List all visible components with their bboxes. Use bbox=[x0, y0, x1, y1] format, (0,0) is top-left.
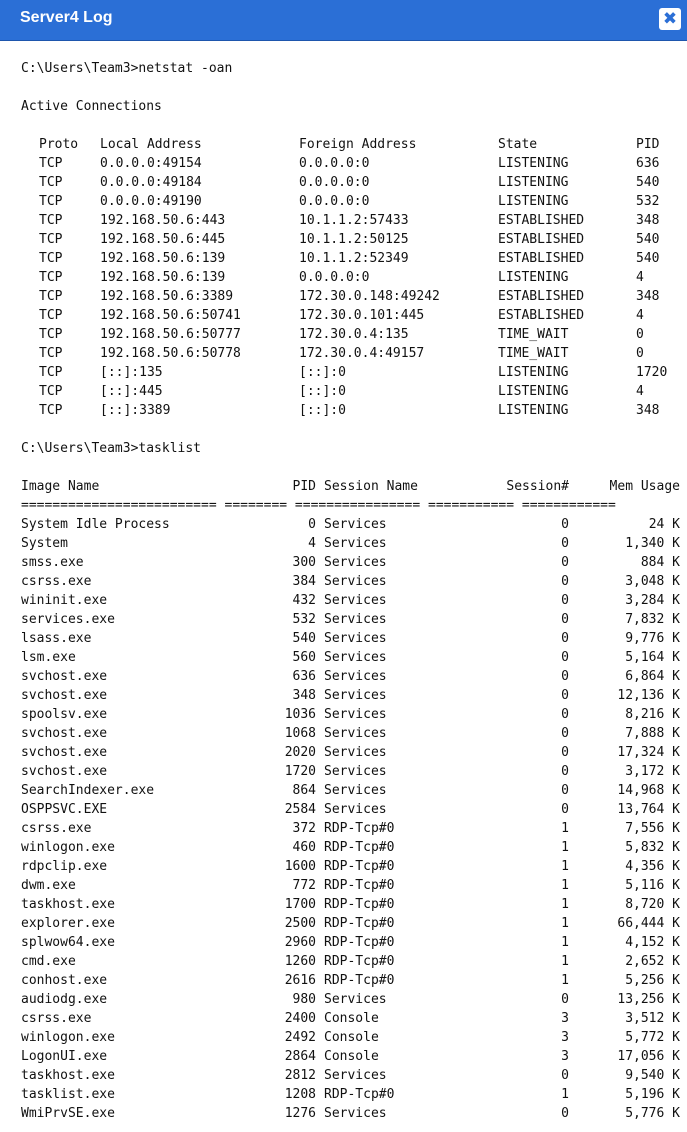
netstat-cell-local-address: [::]:135 bbox=[100, 365, 163, 380]
netstat-cell-proto: TCP bbox=[39, 346, 63, 361]
netstat-cell-foreign-address: 0.0.0.0:0 bbox=[299, 156, 370, 171]
netstat-cell-state: LISTENING bbox=[498, 194, 569, 209]
tasklist-cell-mem-usage: 7,888 K bbox=[625, 726, 680, 741]
tasklist-cell-mem-usage: 5,116 K bbox=[625, 878, 680, 893]
tasklist-cell-session-name: RDP-Tcp#0 bbox=[324, 840, 395, 855]
netstat-cell-foreign-address: 0.0.0.0:0 bbox=[299, 194, 370, 209]
tasklist-cell-pid: 2812 bbox=[284, 1068, 316, 1083]
tasklist-cell-mem-usage: 3,284 K bbox=[625, 593, 680, 608]
netstat-row bbox=[0, 192, 687, 211]
tasklist-header-session-name: Session Name bbox=[324, 479, 418, 494]
tasklist-cell-session-name: Services bbox=[324, 1068, 387, 1083]
netstat-header-row bbox=[0, 135, 687, 154]
netstat-cell-state: LISTENING bbox=[498, 384, 569, 399]
tasklist-cell-pid: 372 bbox=[292, 821, 316, 836]
tasklist-cell-session-num: 0 bbox=[561, 802, 569, 817]
tasklist-cell-session-num: 0 bbox=[561, 783, 569, 798]
tasklist-cell-pid: 540 bbox=[292, 631, 316, 646]
tasklist-cell-mem-usage: 5,832 K bbox=[625, 840, 680, 855]
tasklist-row bbox=[0, 553, 687, 572]
tasklist-cell-image-name: System Idle Process bbox=[21, 517, 170, 532]
tasklist-cell-pid: 1260 bbox=[284, 954, 316, 969]
netstat-cell-pid: 540 bbox=[636, 251, 660, 266]
netstat-cell-state: LISTENING bbox=[498, 365, 569, 380]
tasklist-cell-image-name: taskhost.exe bbox=[21, 897, 115, 912]
tasklist-cell-image-name: taskhost.exe bbox=[21, 1068, 115, 1083]
tasklist-row bbox=[0, 667, 687, 686]
tasklist-cell-pid: 2400 bbox=[284, 1011, 316, 1026]
tasklist-cell-session-num: 0 bbox=[561, 688, 569, 703]
tasklist-row bbox=[0, 1028, 687, 1047]
netstat-cell-proto: TCP bbox=[39, 365, 63, 380]
tasklist-cell-session-name: RDP-Tcp#0 bbox=[324, 935, 395, 950]
netstat-cell-pid: 540 bbox=[636, 175, 660, 190]
tasklist-row bbox=[0, 591, 687, 610]
close-button[interactable] bbox=[659, 8, 681, 30]
netstat-cell-local-address: 192.168.50.6:139 bbox=[100, 251, 226, 266]
tasklist-cell-session-name: Services bbox=[324, 593, 387, 608]
netstat-cell-pid: 636 bbox=[636, 156, 660, 171]
tasklist-cell-session-num: 0 bbox=[561, 707, 569, 722]
netstat-row bbox=[0, 401, 687, 420]
netstat-cell-foreign-address: [::]:0 bbox=[299, 384, 346, 399]
netstat-cell-proto: TCP bbox=[39, 308, 63, 323]
tasklist-cell-image-name: winlogon.exe bbox=[21, 840, 115, 855]
netstat-cell-state: ESTABLISHED bbox=[498, 251, 585, 266]
tasklist-cell-session-num: 0 bbox=[561, 745, 569, 760]
tasklist-cell-image-name: LogonUI.exe bbox=[21, 1049, 108, 1064]
netstat-cell-state: ESTABLISHED bbox=[498, 213, 585, 228]
tasklist-cell-pid: 1036 bbox=[284, 707, 316, 722]
tasklist-row bbox=[0, 933, 687, 952]
tasklist-row bbox=[0, 914, 687, 933]
tasklist-cell-session-num: 0 bbox=[561, 574, 569, 589]
tasklist-row bbox=[0, 1066, 687, 1085]
tasklist-separator: ========================= ======== ================ =========== ============ bbox=[21, 498, 616, 513]
tasklist-cell-pid: 532 bbox=[292, 612, 316, 627]
tasklist-cell-image-name: csrss.exe bbox=[21, 574, 92, 589]
tasklist-cell-session-num: 3 bbox=[561, 1030, 569, 1045]
tasklist-cell-pid: 4 bbox=[308, 536, 316, 551]
tasklist-row bbox=[0, 1104, 687, 1123]
netstat-cell-pid: 1720 bbox=[636, 365, 668, 380]
netstat-cell-local-address: 192.168.50.6:50741 bbox=[100, 308, 241, 323]
tasklist-cell-pid: 348 bbox=[292, 688, 316, 703]
netstat-cell-state: ESTABLISHED bbox=[498, 308, 585, 323]
tasklist-cell-image-name: conhost.exe bbox=[21, 973, 108, 988]
tasklist-row bbox=[0, 743, 687, 762]
tasklist-cell-pid: 2492 bbox=[284, 1030, 316, 1045]
tasklist-cell-pid: 1208 bbox=[284, 1087, 316, 1102]
netstat-cell-state: LISTENING bbox=[498, 270, 569, 285]
netstat-row bbox=[0, 325, 687, 344]
tasklist-cell-session-name: Console bbox=[324, 1011, 379, 1026]
tasklist-cell-image-name: System bbox=[21, 536, 68, 551]
tasklist-cell-pid: 560 bbox=[292, 650, 316, 665]
tasklist-cell-session-name: Services bbox=[324, 612, 387, 627]
tasklist-cell-pid: 2020 bbox=[284, 745, 316, 760]
netstat-cell-local-address: 0.0.0.0:49190 bbox=[100, 194, 202, 209]
netstat-cell-foreign-address: 0.0.0.0:0 bbox=[299, 270, 370, 285]
netstat-header-state: State bbox=[498, 137, 538, 152]
netstat-cell-foreign-address: 172.30.0.101:445 bbox=[299, 308, 425, 323]
tasklist-row bbox=[0, 515, 687, 534]
tasklist-row bbox=[0, 534, 687, 553]
tasklist-row bbox=[0, 819, 687, 838]
netstat-cell-state: TIME_WAIT bbox=[498, 346, 569, 361]
netstat-cell-state: LISTENING bbox=[498, 156, 569, 171]
tasklist-cell-mem-usage: 5,164 K bbox=[625, 650, 680, 665]
netstat-cell-foreign-address: 172.30.0.148:49242 bbox=[299, 289, 440, 304]
tasklist-cell-image-name: audiodg.exe bbox=[21, 992, 108, 1007]
tasklist-cell-image-name: cmd.exe bbox=[21, 954, 76, 969]
tasklist-cell-image-name: SearchIndexer.exe bbox=[21, 783, 155, 798]
netstat-cell-proto: TCP bbox=[39, 251, 63, 266]
tasklist-cell-pid: 2616 bbox=[284, 973, 316, 988]
tasklist-cell-pid: 0 bbox=[308, 517, 316, 532]
netstat-header-proto: Proto bbox=[39, 137, 79, 152]
tasklist-cell-mem-usage: 12,136 K bbox=[617, 688, 680, 703]
tasklist-cell-mem-usage: 5,196 K bbox=[625, 1087, 680, 1102]
tasklist-row bbox=[0, 705, 687, 724]
tasklist-cell-mem-usage: 884 K bbox=[640, 555, 680, 570]
netstat-cell-proto: TCP bbox=[39, 384, 63, 399]
netstat-row bbox=[0, 173, 687, 192]
tasklist-cell-image-name: svchost.exe bbox=[21, 745, 108, 760]
tasklist-cell-pid: 2500 bbox=[284, 916, 316, 931]
tasklist-cell-pid: 2864 bbox=[284, 1049, 316, 1064]
netstat-cell-pid: 0 bbox=[636, 346, 644, 361]
tasklist-cell-session-num: 1 bbox=[561, 821, 569, 836]
tasklist-cell-mem-usage: 3,048 K bbox=[625, 574, 680, 589]
tasklist-cell-mem-usage: 66,444 K bbox=[617, 916, 680, 931]
tasklist-cell-session-num: 0 bbox=[561, 631, 569, 646]
netstat-cell-proto: TCP bbox=[39, 232, 63, 247]
netstat-cell-proto: TCP bbox=[39, 270, 63, 285]
tasklist-row bbox=[0, 724, 687, 743]
close-icon: ✖ bbox=[662, 9, 678, 29]
netstat-header-foreign: Foreign Address bbox=[299, 137, 417, 152]
tasklist-cell-mem-usage: 3,172 K bbox=[625, 764, 680, 779]
tasklist-cell-session-num: 1 bbox=[561, 859, 569, 874]
tasklist-cell-pid: 2584 bbox=[284, 802, 316, 817]
tasklist-cell-image-name: tasklist.exe bbox=[21, 1087, 115, 1102]
netstat-cell-proto: TCP bbox=[39, 213, 63, 228]
tasklist-row bbox=[0, 876, 687, 895]
netstat-cell-state: LISTENING bbox=[498, 403, 569, 418]
netstat-cell-local-address: 192.168.50.6:3389 bbox=[100, 289, 234, 304]
tasklist-cell-mem-usage: 5,772 K bbox=[625, 1030, 680, 1045]
tasklist-cell-mem-usage: 5,776 K bbox=[625, 1106, 680, 1121]
tasklist-cell-session-name: Services bbox=[324, 650, 387, 665]
tasklist-cell-session-num: 3 bbox=[561, 1011, 569, 1026]
tasklist-cell-pid: 460 bbox=[292, 840, 316, 855]
netstat-cell-foreign-address: [::]:0 bbox=[299, 403, 346, 418]
netstat-cell-local-address: 192.168.50.6:139 bbox=[100, 270, 226, 285]
tasklist-header-pid: PID bbox=[292, 479, 316, 494]
netstat-cell-pid: 540 bbox=[636, 232, 660, 247]
tasklist-cell-mem-usage: 13,764 K bbox=[617, 802, 680, 817]
tasklist-row bbox=[0, 1047, 687, 1066]
netstat-row bbox=[0, 249, 687, 268]
tasklist-cell-image-name: WmiPrvSE.exe bbox=[21, 1106, 115, 1121]
tasklist-cell-session-name: Services bbox=[324, 688, 387, 703]
tasklist-cell-image-name: svchost.exe bbox=[21, 669, 108, 684]
tasklist-row bbox=[0, 648, 687, 667]
netstat-cell-local-address: [::]:445 bbox=[100, 384, 163, 399]
netstat-row bbox=[0, 211, 687, 230]
tasklist-cell-mem-usage: 5,256 K bbox=[625, 973, 680, 988]
netstat-cell-pid: 348 bbox=[636, 289, 660, 304]
tasklist-cell-session-num: 0 bbox=[561, 593, 569, 608]
tasklist-cell-image-name: smss.exe bbox=[21, 555, 84, 570]
tasklist-header-session-num: Session# bbox=[506, 479, 569, 494]
netstat-row bbox=[0, 154, 687, 173]
tasklist-cell-pid: 300 bbox=[292, 555, 316, 570]
tasklist-cell-session-num: 1 bbox=[561, 878, 569, 893]
tasklist-cell-pid: 2960 bbox=[284, 935, 316, 950]
netstat-cell-foreign-address: [::]:0 bbox=[299, 365, 346, 380]
tasklist-cell-pid: 384 bbox=[292, 574, 316, 589]
tasklist-cell-session-num: 0 bbox=[561, 669, 569, 684]
tasklist-cell-image-name: lsm.exe bbox=[21, 650, 76, 665]
tasklist-cell-session-name: Services bbox=[324, 745, 387, 760]
netstat-row bbox=[0, 306, 687, 325]
tasklist-cell-session-name: Services bbox=[324, 992, 387, 1007]
tasklist-row bbox=[0, 971, 687, 990]
tasklist-cell-image-name: winlogon.exe bbox=[21, 1030, 115, 1045]
tasklist-cell-pid: 772 bbox=[292, 878, 316, 893]
netstat-cell-foreign-address: 10.1.1.2:57433 bbox=[299, 213, 409, 228]
tasklist-cell-session-name: Services bbox=[324, 517, 387, 532]
netstat-cell-foreign-address: 0.0.0.0:0 bbox=[299, 175, 370, 190]
tasklist-cell-session-name: RDP-Tcp#0 bbox=[324, 954, 395, 969]
netstat-row bbox=[0, 382, 687, 401]
tasklist-cell-pid: 864 bbox=[292, 783, 316, 798]
tasklist-row bbox=[0, 838, 687, 857]
tasklist-cell-session-num: 1 bbox=[561, 954, 569, 969]
tasklist-cell-session-name: Services bbox=[324, 536, 387, 551]
tasklist-row bbox=[0, 762, 687, 781]
tasklist-cell-image-name: csrss.exe bbox=[21, 821, 92, 836]
tasklist-cell-session-name: Console bbox=[324, 1030, 379, 1045]
tasklist-cell-mem-usage: 9,776 K bbox=[625, 631, 680, 646]
tasklist-cell-image-name: wininit.exe bbox=[21, 593, 108, 608]
netstat-cell-pid: 348 bbox=[636, 403, 660, 418]
tasklist-cell-session-name: Services bbox=[324, 1106, 387, 1121]
tasklist-cell-mem-usage: 1,340 K bbox=[625, 536, 680, 551]
tasklist-cell-pid: 1276 bbox=[284, 1106, 316, 1121]
tasklist-cell-mem-usage: 8,216 K bbox=[625, 707, 680, 722]
tasklist-cell-pid: 1600 bbox=[284, 859, 316, 874]
tasklist-header-row bbox=[0, 477, 687, 496]
tasklist-cell-mem-usage: 13,256 K bbox=[617, 992, 680, 1007]
tasklist-cell-mem-usage: 4,152 K bbox=[625, 935, 680, 950]
netstat-header-local: Local Address bbox=[100, 137, 202, 152]
tasklist-cell-mem-usage: 24 K bbox=[648, 517, 680, 532]
tasklist-row bbox=[0, 686, 687, 705]
tasklist-cell-image-name: svchost.exe bbox=[21, 764, 108, 779]
netstat-cell-pid: 4 bbox=[636, 308, 644, 323]
command-prompt-netstat: C:\Users\Team3>netstat -oan bbox=[21, 61, 233, 76]
tasklist-cell-session-name: RDP-Tcp#0 bbox=[324, 878, 395, 893]
netstat-cell-pid: 348 bbox=[636, 213, 660, 228]
netstat-cell-local-address: 192.168.50.6:50777 bbox=[100, 327, 241, 342]
tasklist-cell-session-name: RDP-Tcp#0 bbox=[324, 897, 395, 912]
tasklist-cell-session-num: 0 bbox=[561, 726, 569, 741]
netstat-cell-proto: TCP bbox=[39, 175, 63, 190]
netstat-row bbox=[0, 230, 687, 249]
tasklist-cell-session-name: RDP-Tcp#0 bbox=[324, 821, 395, 836]
tasklist-cell-image-name: services.exe bbox=[21, 612, 115, 627]
tasklist-cell-session-num: 0 bbox=[561, 764, 569, 779]
netstat-cell-proto: TCP bbox=[39, 289, 63, 304]
tasklist-header-mem: Mem Usage bbox=[609, 479, 680, 494]
netstat-cell-state: TIME_WAIT bbox=[498, 327, 569, 342]
tasklist-cell-session-num: 1 bbox=[561, 897, 569, 912]
command-prompt-tasklist: C:\Users\Team3>tasklist bbox=[21, 441, 202, 456]
netstat-cell-proto: TCP bbox=[39, 327, 63, 342]
netstat-cell-pid: 0 bbox=[636, 327, 644, 342]
active-connections-heading: Active Connections bbox=[21, 99, 162, 114]
tasklist-cell-mem-usage: 3,512 K bbox=[625, 1011, 680, 1026]
tasklist-cell-mem-usage: 14,968 K bbox=[617, 783, 680, 798]
tasklist-cell-session-name: RDP-Tcp#0 bbox=[324, 973, 395, 988]
tasklist-cell-image-name: svchost.exe bbox=[21, 688, 108, 703]
tasklist-cell-pid: 432 bbox=[292, 593, 316, 608]
tasklist-cell-session-num: 0 bbox=[561, 1068, 569, 1083]
netstat-cell-proto: TCP bbox=[39, 194, 63, 209]
tasklist-cell-image-name: OSPPSVC.EXE bbox=[21, 802, 108, 817]
tasklist-cell-session-name: RDP-Tcp#0 bbox=[324, 1087, 395, 1102]
tasklist-row bbox=[0, 1009, 687, 1028]
tasklist-cell-image-name: csrss.exe bbox=[21, 1011, 92, 1026]
tasklist-cell-session-num: 1 bbox=[561, 935, 569, 950]
tasklist-cell-session-name: RDP-Tcp#0 bbox=[324, 859, 395, 874]
tasklist-cell-session-num: 0 bbox=[561, 650, 569, 665]
tasklist-cell-mem-usage: 17,056 K bbox=[617, 1049, 680, 1064]
netstat-cell-local-address: 0.0.0.0:49154 bbox=[100, 156, 202, 171]
tasklist-cell-session-num: 1 bbox=[561, 840, 569, 855]
netstat-cell-pid: 4 bbox=[636, 384, 644, 399]
window-title: Server4 Log bbox=[20, 9, 113, 26]
tasklist-row bbox=[0, 572, 687, 591]
netstat-cell-local-address: 192.168.50.6:50778 bbox=[100, 346, 241, 361]
tasklist-row bbox=[0, 800, 687, 819]
tasklist-cell-session-name: Services bbox=[324, 574, 387, 589]
netstat-cell-foreign-address: 172.30.0.4:49157 bbox=[299, 346, 425, 361]
netstat-cell-foreign-address: 10.1.1.2:52349 bbox=[299, 251, 409, 266]
tasklist-cell-image-name: explorer.exe bbox=[21, 916, 115, 931]
netstat-cell-local-address: 0.0.0.0:49184 bbox=[100, 175, 202, 190]
tasklist-cell-session-name: RDP-Tcp#0 bbox=[324, 916, 395, 931]
tasklist-cell-mem-usage: 7,832 K bbox=[625, 612, 680, 627]
tasklist-cell-pid: 1068 bbox=[284, 726, 316, 741]
tasklist-cell-image-name: dwm.exe bbox=[21, 878, 76, 893]
tasklist-row bbox=[0, 629, 687, 648]
tasklist-row bbox=[0, 610, 687, 629]
tasklist-row bbox=[0, 990, 687, 1009]
tasklist-cell-mem-usage: 8,720 K bbox=[625, 897, 680, 912]
netstat-cell-state: ESTABLISHED bbox=[498, 289, 585, 304]
tasklist-cell-session-num: 0 bbox=[561, 536, 569, 551]
netstat-cell-proto: TCP bbox=[39, 156, 63, 171]
netstat-cell-local-address: 192.168.50.6:445 bbox=[100, 232, 226, 247]
tasklist-cell-session-num: 1 bbox=[561, 1087, 569, 1102]
netstat-cell-foreign-address: 10.1.1.2:50125 bbox=[299, 232, 409, 247]
tasklist-cell-session-num: 0 bbox=[561, 555, 569, 570]
tasklist-cell-session-name: Services bbox=[324, 669, 387, 684]
tasklist-cell-session-name: Services bbox=[324, 764, 387, 779]
tasklist-cell-mem-usage: 9,540 K bbox=[625, 1068, 680, 1083]
tasklist-cell-session-num: 0 bbox=[561, 612, 569, 627]
tasklist-row bbox=[0, 952, 687, 971]
tasklist-cell-session-num: 1 bbox=[561, 916, 569, 931]
netstat-row bbox=[0, 344, 687, 363]
tasklist-cell-session-num: 0 bbox=[561, 992, 569, 1007]
tasklist-cell-mem-usage: 7,556 K bbox=[625, 821, 680, 836]
netstat-header-pid: PID bbox=[636, 137, 660, 152]
tasklist-cell-session-name: Services bbox=[324, 802, 387, 817]
netstat-cell-local-address: [::]:3389 bbox=[100, 403, 171, 418]
netstat-cell-local-address: 192.168.50.6:443 bbox=[100, 213, 226, 228]
netstat-cell-pid: 4 bbox=[636, 270, 644, 285]
tasklist-header-image: Image Name bbox=[21, 479, 100, 494]
tasklist-cell-session-name: Services bbox=[324, 555, 387, 570]
tasklist-cell-image-name: spoolsv.exe bbox=[21, 707, 108, 722]
netstat-cell-state: LISTENING bbox=[498, 175, 569, 190]
tasklist-cell-session-name: Services bbox=[324, 783, 387, 798]
netstat-cell-pid: 532 bbox=[636, 194, 660, 209]
tasklist-cell-pid: 1700 bbox=[284, 897, 316, 912]
tasklist-cell-image-name: rdpclip.exe bbox=[21, 859, 108, 874]
tasklist-cell-session-num: 1 bbox=[561, 973, 569, 988]
tasklist-cell-pid: 1720 bbox=[284, 764, 316, 779]
netstat-row bbox=[0, 268, 687, 287]
tasklist-cell-image-name: lsass.exe bbox=[21, 631, 92, 646]
tasklist-cell-mem-usage: 6,864 K bbox=[625, 669, 680, 684]
netstat-row bbox=[0, 363, 687, 382]
tasklist-cell-session-name: Services bbox=[324, 726, 387, 741]
tasklist-cell-pid: 980 bbox=[292, 992, 316, 1007]
netstat-cell-state: ESTABLISHED bbox=[498, 232, 585, 247]
console-output bbox=[0, 40, 687, 1132]
tasklist-cell-session-name: Services bbox=[324, 631, 387, 646]
tasklist-cell-mem-usage: 2,652 K bbox=[625, 954, 680, 969]
tasklist-cell-mem-usage: 4,356 K bbox=[625, 859, 680, 874]
tasklist-cell-session-num: 0 bbox=[561, 1106, 569, 1121]
netstat-cell-proto: TCP bbox=[39, 403, 63, 418]
netstat-cell-foreign-address: 172.30.0.4:135 bbox=[299, 327, 409, 342]
tasklist-cell-mem-usage: 17,324 K bbox=[617, 745, 680, 760]
tasklist-cell-session-num: 3 bbox=[561, 1049, 569, 1064]
tasklist-cell-session-num: 0 bbox=[561, 517, 569, 532]
window-titlebar bbox=[0, 0, 687, 41]
tasklist-cell-image-name: svchost.exe bbox=[21, 726, 108, 741]
tasklist-cell-pid: 636 bbox=[292, 669, 316, 684]
tasklist-cell-image-name: splwow64.exe bbox=[21, 935, 115, 950]
tasklist-row bbox=[0, 1085, 687, 1104]
tasklist-row bbox=[0, 781, 687, 800]
tasklist-row bbox=[0, 895, 687, 914]
tasklist-cell-session-name: Console bbox=[324, 1049, 379, 1064]
tasklist-row bbox=[0, 857, 687, 876]
netstat-row bbox=[0, 287, 687, 306]
tasklist-cell-session-name: Services bbox=[324, 707, 387, 722]
